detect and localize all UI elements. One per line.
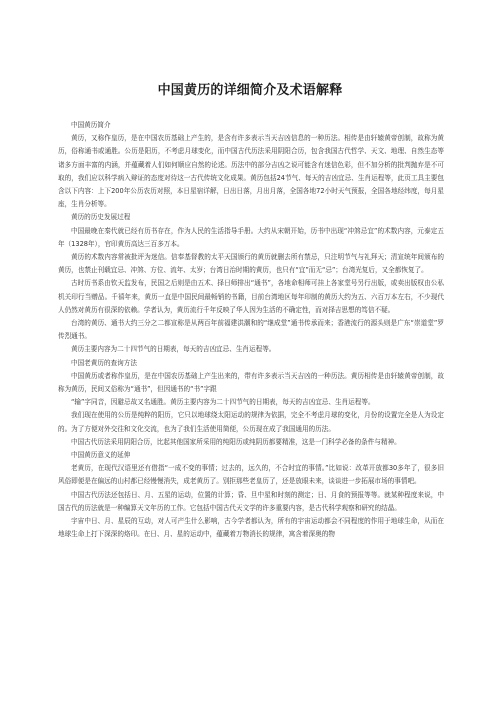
paragraph: 中国古代历法采用阴阳合历，比起其他国家所采用的纯阳历或纯阴历都要精准，这是一门科学必备的条件与精神。 xyxy=(71,437,401,446)
paragraph: 黄历主要内容为二十四节气的日期表，每天的吉凶宜忌、生肖运程等。 xyxy=(71,345,276,354)
paragraph: 黄历，又称作皇历，是在中国农历基础上产生的，是含有许多表示当天吉凶信息的一种历法。相传是由轩辕黄帝创制，故称为黄历，俗称通书或通胜。公历是阳历，不考虑月球变化，而中国古代历法采用阴阳合历，包含我国古代哲学、天文、地理、自然生态等诸多方面丰富的内涵，并蕴藏着人们如何顺应自然的论述。历法中的部分吉凶之说可能含有迷信色彩，但不加分析的批判抛弃是不可取的，我们应以科学病入辩证的态度对待这一古代传统文化成果。黄历包括24节气、每天的吉凶宜忌、生肖运程等，此页工具主要包含以下内容：上下200年公历农历对照，本日星宿详解，日出日落，月出月落，全国各地72小时天气预报，全国各地经纬度，每月星座，生肖分析等。 xyxy=(58,134,444,209)
paragraph: 宇宙中日、月、星辰的互动，对人可产生什么影响，古今学者都认为，所有的宇宙运动都会不同程度的作用于地球生命，从而在地球生命上打下深深的烙印。在日、月、星的运动中，蕴藏着万物消长的规律，寓含着深奥的物 xyxy=(58,517,444,539)
section-heading: 中国老黄历的查询方法 xyxy=(71,358,137,367)
section-heading: 中国黄历意义的延伸 xyxy=(71,451,131,460)
paragraph: 我们现在使用的公历是纯粹的阳历，它只以地球绕太阳运动的规律为依据，完全不考虑月球的变化，月份的设置完全是人为设定的。为了方便对外交往和文化交流，也为了我们生活使用简便，公历现在成了我国通用的历法。 xyxy=(58,411,444,433)
document-body xyxy=(58,119,444,542)
paragraph: 中国最晚在秦代就已经有历书存在，作为人民的生活指导手册。大约从宋朝开始，历书中出现“冲煞忌宜”的术数内容，元泰定五年（1328年），官印黄历高达三百多万本。 xyxy=(58,226,444,248)
document-title: 中国黄历的详细简介及术语解释 xyxy=(157,83,343,98)
paragraph: “输”字同音，因避忌故又名通胜。黄历主要内容为二十四节气的日期表，每天的吉凶宜忌、生肖运程等。 xyxy=(71,398,375,407)
paragraph: 黄历的术数内容常被批评为迷信。信奉基督教的太平天国颁行的黄历就删去所有禁忌，只注明节气与礼拜天；清宣统年间颁布的黄历，也禁止刊载宜忌、冲煞、方位、流年、太岁；台湾日治时期的黄历，也只有“宜”而无“忌”；台湾光复后，又全都恢复了。 xyxy=(58,253,444,275)
paragraph: 中国古代历法还包括日、月、五星的运动，位置的计算；昏、旦中星和时刻的测定；日、月食的预报等等。就某种程度来说，中国古代的历法就是一种编算天文年历的工作。它包括中国古代天文学的许多重要内容，是古代科学观察和研究的结晶。 xyxy=(58,490,444,512)
section-heading: 中国黄历简介 xyxy=(71,121,111,129)
paragraph: 台湾的黄历、通书大约三分之二都宣称是从两百年前福建洪潮和的“继成堂”通书传承而来；香港流行的源头则是广东“崇道堂”罗传烈通书。 xyxy=(58,319,444,341)
paragraph: 古时历书系由钦天监发布，民国之后则是由五术、择日师排出“通书”，各地命相师可挂上各家堂号另行出版，或卖出版权由公私机关印行当赠品。千禧年来，黄历一直是中国民间最畅销的书籍，目前台湾地区每年印制的黄历大约为五、六百万本左右，不少现代人仍然对黄历有很深的依赖。学者认为，黄历流行千年反映了华人因为生活的不确定性，而对择吉思想的笃信不疑。 xyxy=(58,279,444,314)
paragraph: 中国黄历或者称作皇历，是在中国农历基础上产生出来的，带有许多表示当天吉凶的一种历法。黄历相传是由轩辕黄帝创制，故称为黄历，民间又俗称为“通书”，但因通书的“书”字跟 xyxy=(58,371,444,394)
section-heading: 黄历的历史发展过程 xyxy=(71,213,131,222)
paragraph: 老黄历，在现代汉语里还有借指“一成不变的事情；过去的，远久的，不合时宜的事情。”比如说：改革开放都30多年了，很多旧风俗即便是在偏远的山村都已经慢慢消失，成老黄历了。别拒那些老皇历了，还是放眼未来，谈谈进一步拓展市场的事情吧。 xyxy=(58,464,444,486)
